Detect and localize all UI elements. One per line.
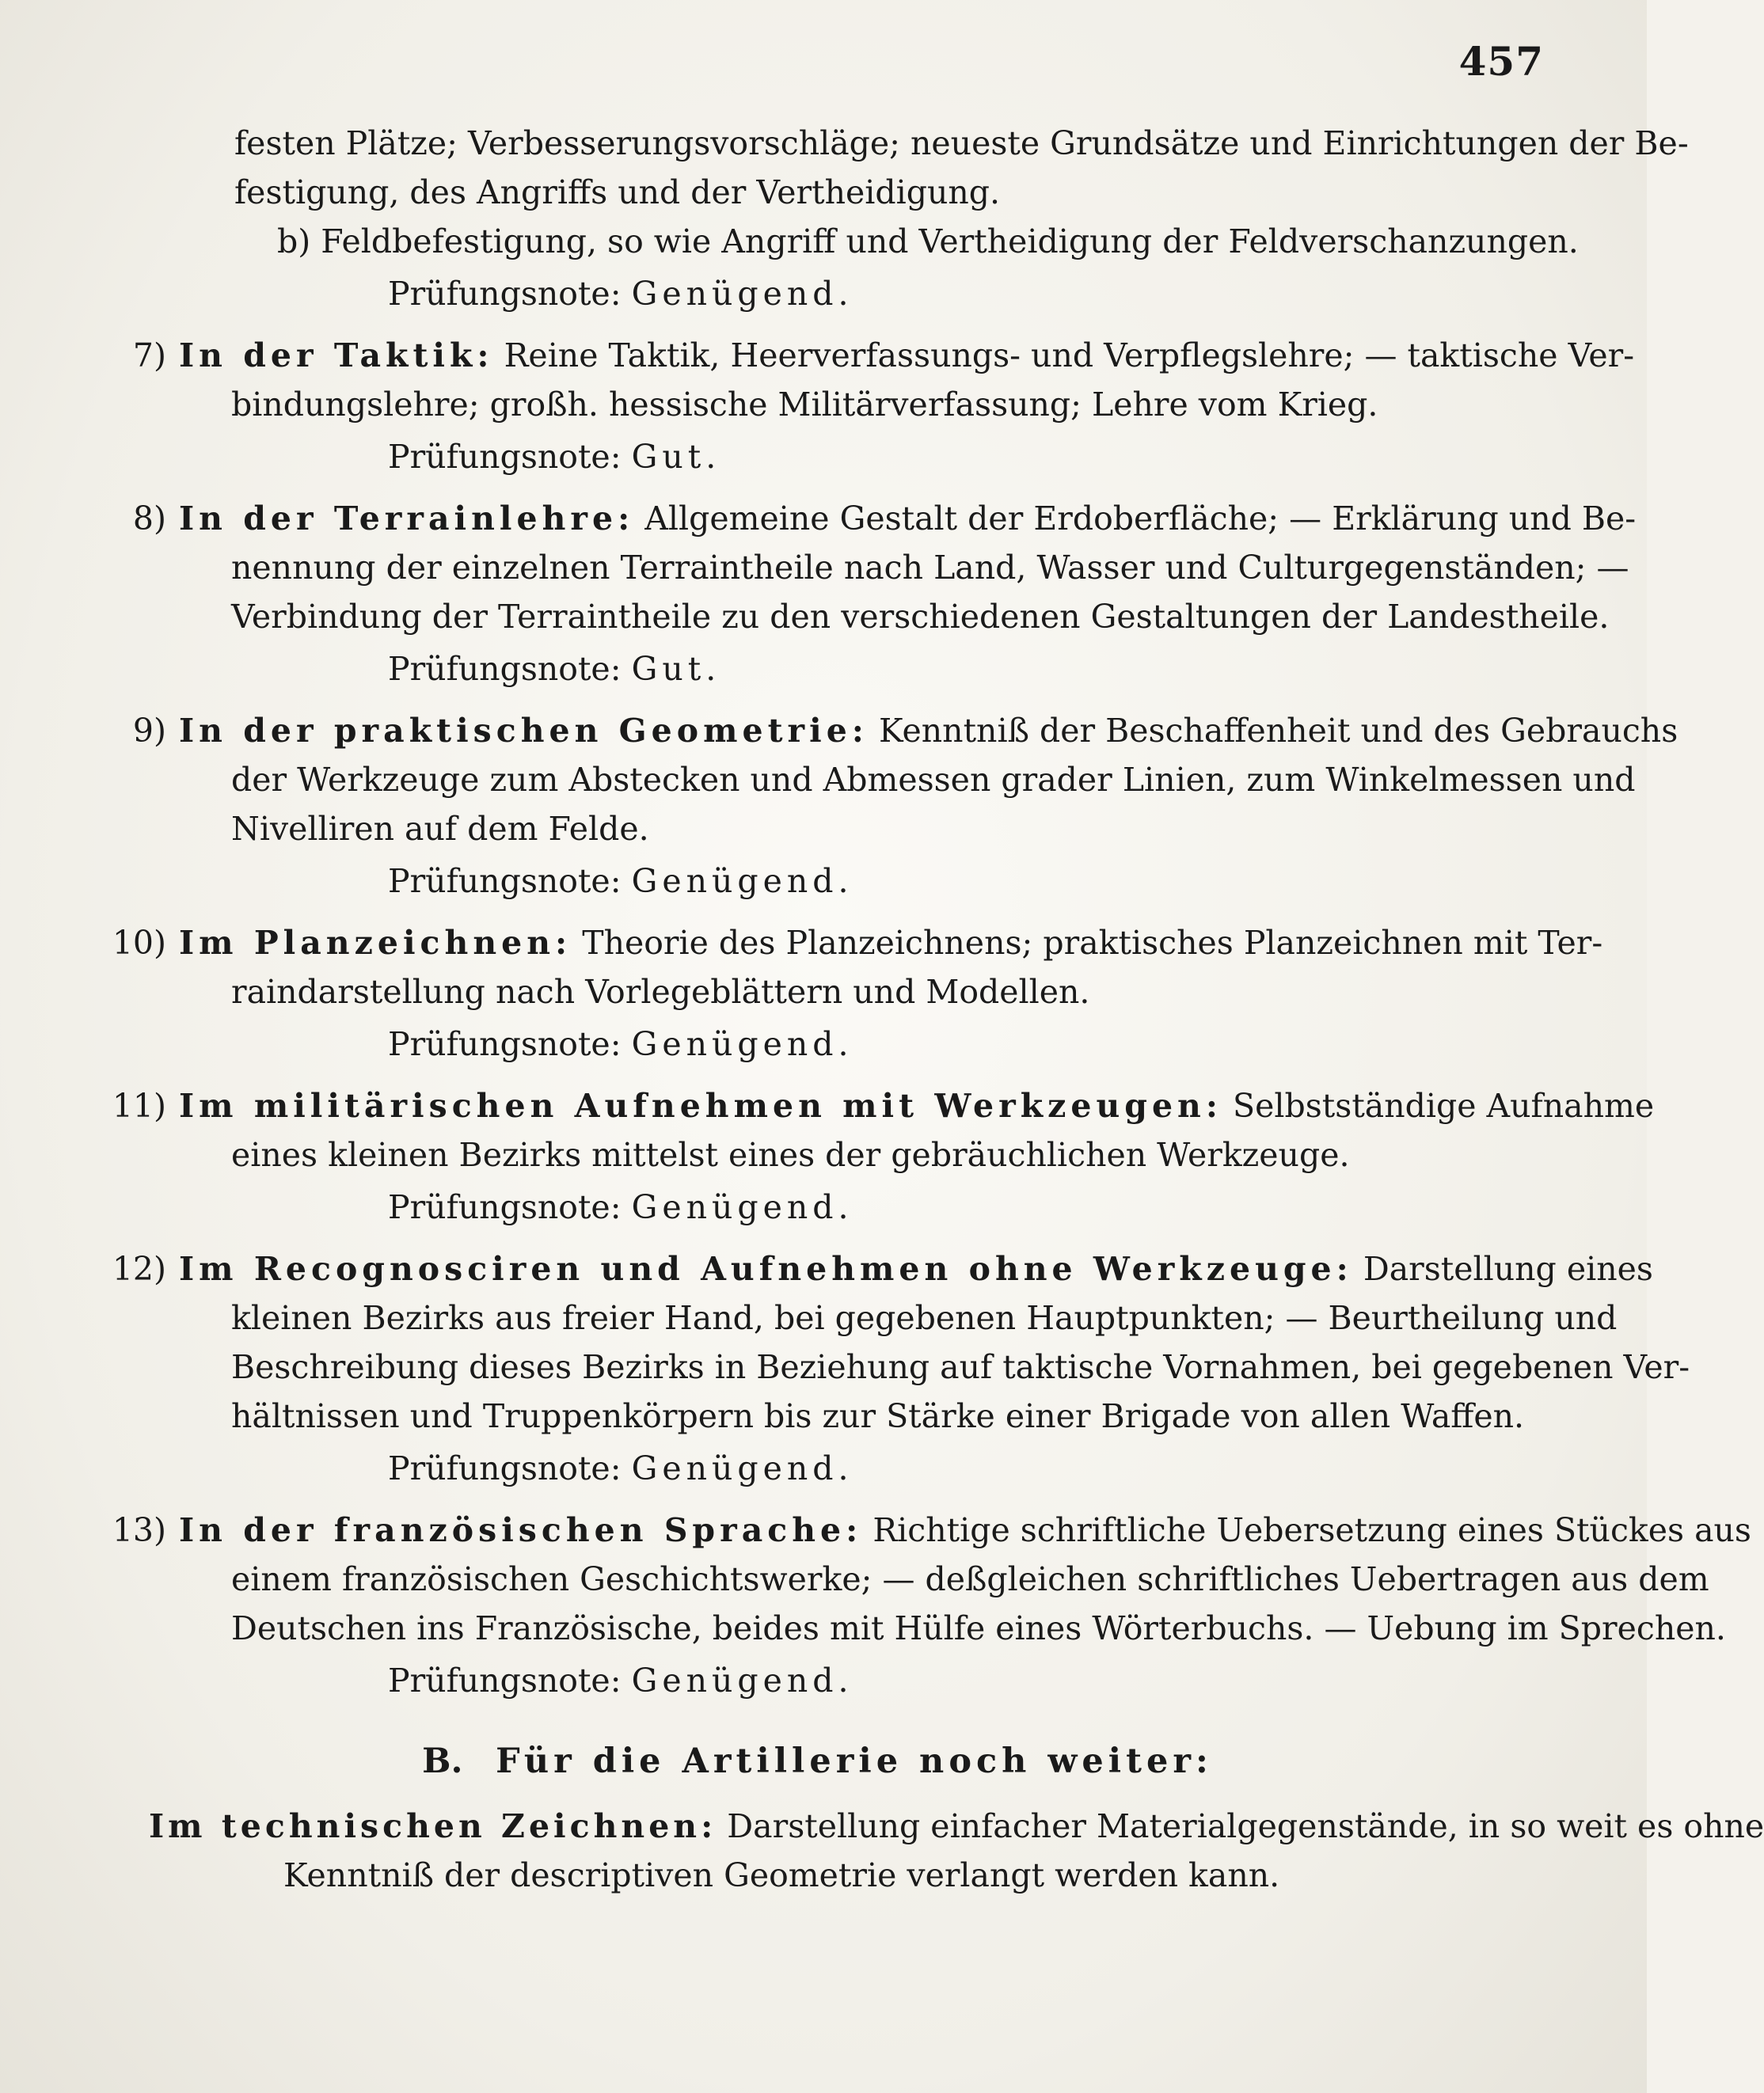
- subject-title: Im technischen Zeichnen:: [149, 1807, 717, 1845]
- subject-list: [87, 331, 1751, 1705]
- exam-grade-label: Prüfungsnote:: [388, 275, 622, 313]
- exam-grade: [87, 1020, 1548, 1069]
- subject-title: Im Planzeichnen:: [179, 924, 572, 962]
- subject-title: In der französischen Sprache:: [179, 1511, 863, 1549]
- exam-grade-value: Gut.: [631, 650, 721, 688]
- subject-number: 9): [132, 712, 166, 750]
- subject-number: 7): [132, 336, 166, 374]
- section-letter: B.: [422, 1742, 463, 1781]
- subject-number: 8): [132, 500, 166, 537]
- exam-grade-value: Genügend.: [631, 862, 853, 900]
- intro-line-3: b) Feldbefestigung, so wie Angriff und Vertheidigung der Feldverschanzungen.: [277, 222, 1579, 260]
- exam-grade-label: Prüfungsnote:: [388, 862, 622, 900]
- subject-title: Im militärischen Aufnehmen mit Werkzeugen:: [179, 1087, 1222, 1125]
- exam-grade-value: Genügend.: [631, 275, 853, 313]
- exam-grade-label: Prüfungsnote:: [388, 438, 622, 476]
- subject-number: 12): [112, 1250, 166, 1288]
- subject-description-line: bindungslehre; großh. hessische Militärverfassung; Lehre vom Krieg.: [231, 386, 1378, 424]
- subject-description: Kenntniß der Beschaffenheit und des Gebrauchs: [878, 712, 1678, 750]
- subject-item: [87, 706, 1678, 906]
- subject-item: [87, 1244, 1690, 1493]
- exam-grade-value: Genügend.: [631, 1449, 853, 1487]
- intro-line-2: festigung, des Angriffs und der Vertheidigung.: [234, 173, 1001, 211]
- exam-grade: [87, 432, 1548, 481]
- exam-grade: [87, 857, 1548, 906]
- subject-item: [87, 1506, 1751, 1705]
- subject-description-line: hältnissen und Truppenkörpern bis zur Stärke einer Brigade von allen Waffen.: [231, 1397, 1525, 1435]
- final-subject: [87, 1802, 1764, 1900]
- subject-description-line: nennung der einzelnen Terraintheile nach Land, Wasser und Culturgegenständen; —: [231, 549, 1629, 587]
- subject-number: 10): [112, 924, 166, 962]
- subject-description-line: Beschreibung dieses Bezirks in Beziehung auf taktische Vornahmen, bei gegebenen Ver-: [231, 1348, 1690, 1386]
- page-number: 457: [1458, 38, 1544, 85]
- subject-description: Reine Taktik, Heerverfassungs- und Verpflegslehre; — taktische Ver-: [504, 336, 1635, 374]
- subject-description-line: Kenntniß der descriptiven Geometrie verlangt werden kann.: [283, 1856, 1280, 1894]
- exam-grade: [87, 1183, 1548, 1232]
- section-heading: [87, 1737, 1548, 1786]
- exam-grade-label: Prüfungsnote:: [388, 1449, 622, 1487]
- subject-description-line: der Werkzeuge zum Abstecken und Abmessen grader Linien, zum Winkelmessen und: [231, 761, 1636, 799]
- subject-description: Richtige schriftliche Uebersetzung eines Stückes aus: [872, 1511, 1751, 1549]
- exam-grade: [87, 269, 1548, 318]
- exam-grade-value: Genügend.: [631, 1188, 853, 1226]
- exam-grade-label: Prüfungsnote:: [388, 1025, 622, 1063]
- exam-grade: [87, 644, 1548, 693]
- subject-description-line: kleinen Bezirks aus freier Hand, bei gegebenen Hauptpunkten; — Beurtheilung und: [231, 1299, 1618, 1337]
- subject-description: Darstellung einfacher Materialgegenstände, in so weit es ohne: [727, 1807, 1764, 1845]
- subject-description: Selbstständige Aufnahme: [1233, 1087, 1655, 1125]
- exam-grade-label: Prüfungsnote:: [388, 1188, 622, 1226]
- subject-item: [87, 918, 1603, 1069]
- subject-title: Im Recognosciren und Aufnehmen ohne Werkzeuge:: [179, 1250, 1353, 1288]
- exam-grade-value: Genügend.: [631, 1025, 853, 1063]
- exam-grade-label: Prüfungsnote:: [388, 650, 622, 688]
- subject-description: Theorie des Planzeichnens; praktisches Planzeichnen mit Ter-: [582, 924, 1603, 962]
- subject-title: In der Terrainlehre:: [179, 500, 635, 537]
- subject-number: 13): [112, 1511, 166, 1549]
- subject-item: [87, 494, 1637, 693]
- subject-description: Darstellung eines: [1363, 1250, 1653, 1288]
- subject-item: [87, 331, 1635, 481]
- intro-block: [87, 119, 1689, 318]
- subject-description-line: einem französischen Geschichtswerke; — deßgleichen schriftliches Uebertragen aus dem: [231, 1560, 1709, 1598]
- subject-title: In der Taktik:: [179, 336, 494, 374]
- subject-number: 11): [112, 1087, 166, 1125]
- subject-description-line: raindarstellung nach Vorlegeblättern und Modellen.: [231, 973, 1090, 1011]
- exam-grade-value: Gut.: [631, 438, 721, 476]
- subject-description-line: Verbindung der Terraintheile zu den verschiedenen Gestaltungen der Landestheile.: [231, 598, 1610, 636]
- subject-description: Allgemeine Gestalt der Erdoberfläche; — Erklärung und Be-: [644, 500, 1637, 537]
- subject-title: In der praktischen Geometrie:: [179, 712, 869, 750]
- subject-description-line: Deutschen ins Französische, beides mit Hülfe eines Wörterbuchs. — Uebung im Sprechen.: [231, 1609, 1726, 1647]
- exam-grade: [87, 1656, 1548, 1705]
- exam-grade: [87, 1444, 1548, 1493]
- subject-item: [87, 1081, 1655, 1232]
- subject-description-line: eines kleinen Bezirks mittelst eines der gebräuchlichen Werkzeuge.: [231, 1136, 1350, 1174]
- section-title: Für die Artillerie noch weiter:: [496, 1742, 1213, 1781]
- exam-grade-label: Prüfungsnote:: [388, 1662, 622, 1700]
- page-body: [87, 119, 1764, 1900]
- intro-line-1: festen Plätze; Verbesserungsvorschläge; neueste Grundsätze und Einrichtungen der Be-: [234, 124, 1689, 162]
- subject-description-line: Nivelliren auf dem Felde.: [231, 810, 649, 848]
- exam-grade-value: Genügend.: [631, 1662, 853, 1700]
